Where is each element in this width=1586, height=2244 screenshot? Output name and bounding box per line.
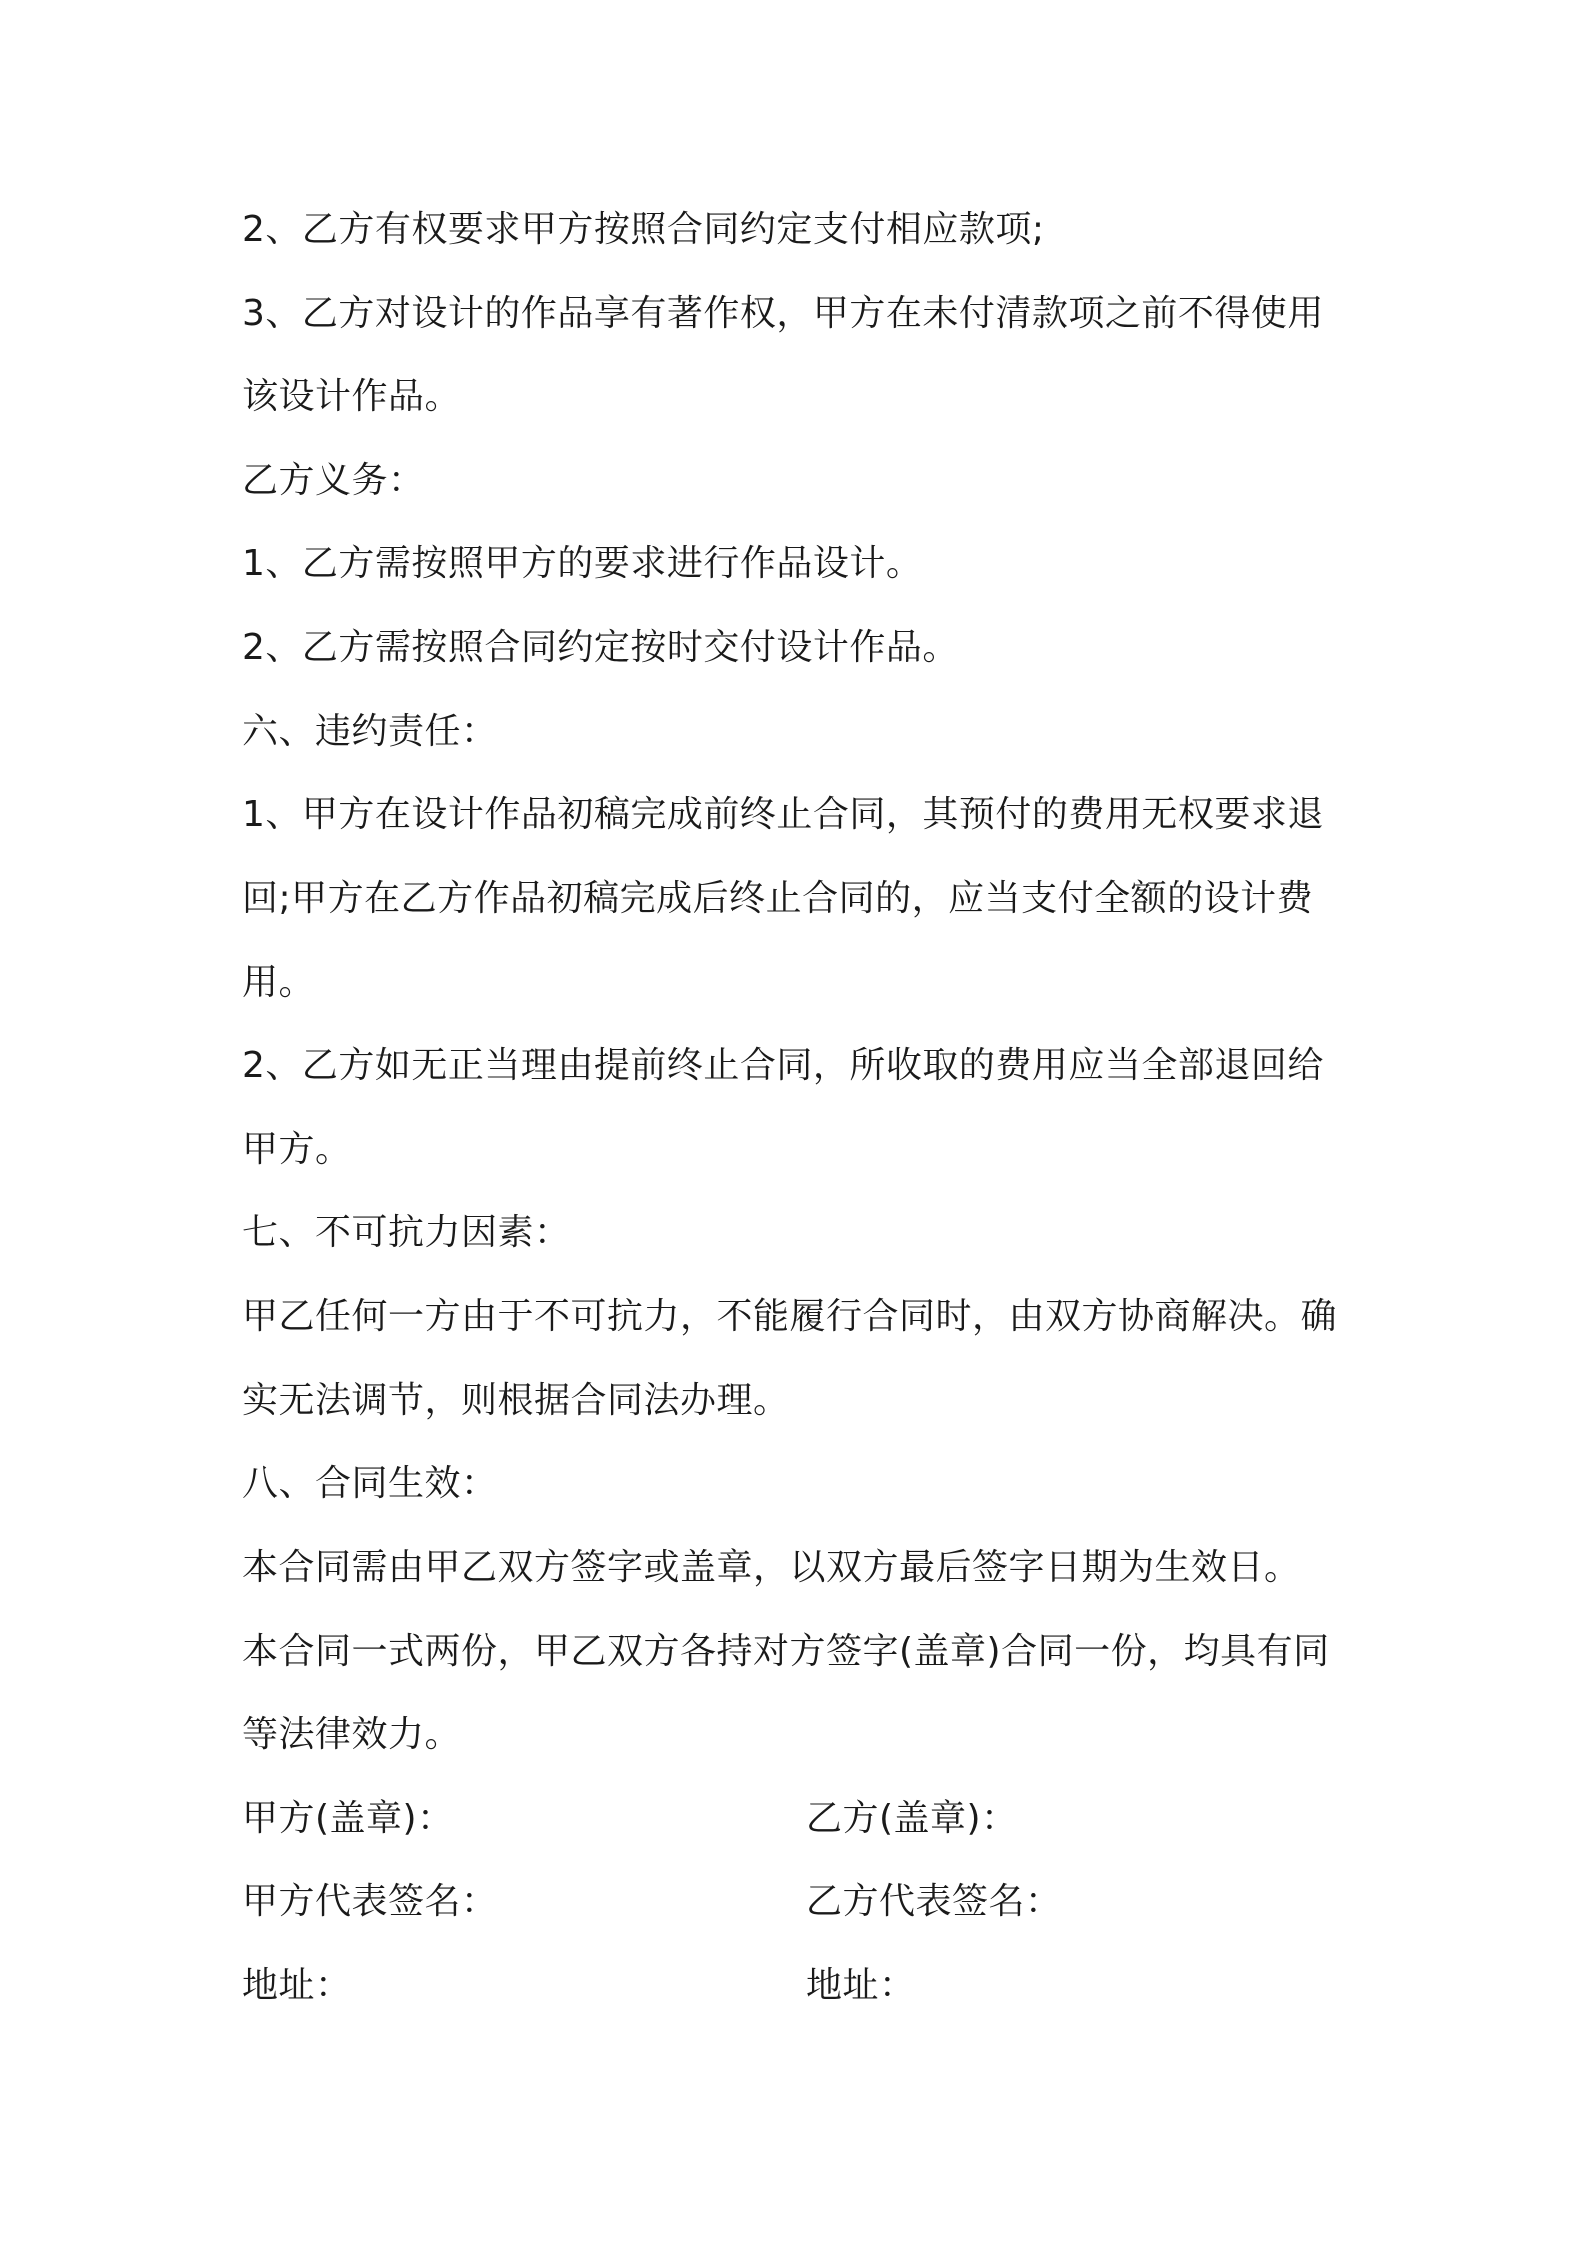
breach-clause-2-end: 甲方。 bbox=[242, 1129, 352, 1170]
clause-b-right-2: 2、乙方有权要求甲方按照合同约定支付相应款项; bbox=[242, 209, 1045, 250]
clause-b-right-3-cont: 该设计作品。 bbox=[242, 376, 462, 417]
effectiveness-text-2: 本合同一式两份，甲乙双方各持对方签字(盖章)合同一份，均具有同 bbox=[242, 1631, 1330, 1672]
section-7-heading: 七、不可抗力因素： bbox=[242, 1212, 571, 1253]
clause-b-obligation-2: 2、乙方需按照合同约定按时交付设计作品。 bbox=[242, 627, 959, 668]
party-b-obligations-heading: 乙方义务： bbox=[242, 460, 425, 501]
breach-clause-1-end: 用。 bbox=[242, 962, 316, 1003]
breach-clause-1-cont: 回;甲方在乙方作品初稿完成后终止合同的，应当支付全额的设计费 bbox=[242, 878, 1314, 919]
party-b-rep-signature-label: 乙方代表签名： bbox=[806, 1881, 1062, 1922]
section-8-heading: 八、合同生效： bbox=[242, 1463, 498, 1504]
party-a-address-label: 地址： bbox=[242, 1965, 352, 2006]
party-a-seal-label: 甲方(盖章)： bbox=[242, 1798, 454, 1839]
party-a-rep-signature-label: 甲方代表签名： bbox=[242, 1881, 498, 1922]
effectiveness-text-1: 本合同需由甲乙双方签字或盖章，以双方最后签字日期为生效日。 bbox=[242, 1547, 1301, 1588]
breach-clause-1: 1、甲方在设计作品初稿完成前终止合同，其预付的费用无权要求退 bbox=[242, 794, 1324, 835]
effectiveness-text-2-cont: 等法律效力。 bbox=[242, 1714, 462, 1755]
breach-clause-2: 2、乙方如无正当理由提前终止合同，所收取的费用应当全部退回给 bbox=[242, 1045, 1324, 1086]
section-6-heading: 六、违约责任： bbox=[242, 711, 498, 752]
force-majeure-text-cont: 实无法调节，则根据合同法办理。 bbox=[242, 1380, 790, 1421]
clause-b-obligation-1: 1、乙方需按照甲方的要求进行作品设计。 bbox=[242, 543, 923, 584]
party-b-address-label: 地址： bbox=[806, 1965, 916, 2006]
force-majeure-text: 甲乙任何一方由于不可抗力，不能履行合同时，由双方协商解决。确 bbox=[242, 1296, 1338, 1337]
party-b-seal-label: 乙方(盖章)： bbox=[806, 1798, 1018, 1839]
clause-b-right-3: 3、乙方对设计的作品享有著作权，甲方在未付清款项之前不得使用 bbox=[242, 293, 1324, 334]
